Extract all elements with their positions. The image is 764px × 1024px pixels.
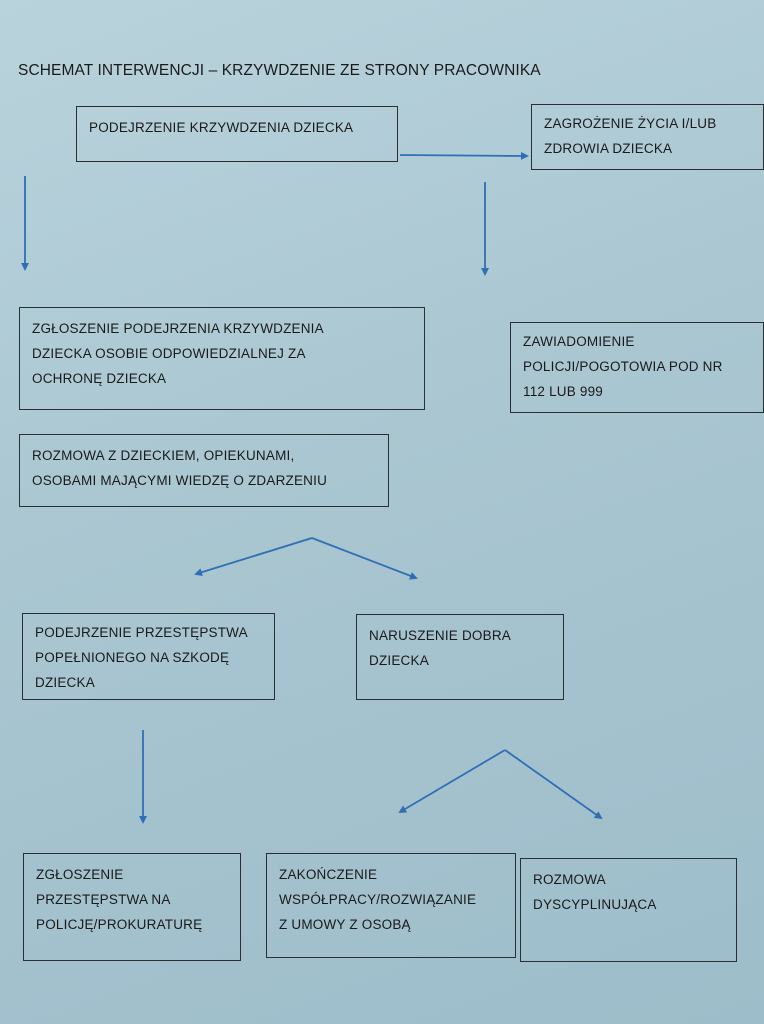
arrow-suspicion-to-threat [400, 155, 527, 156]
arrow-split-left [196, 538, 312, 574]
arrow-violation-right [505, 750, 601, 818]
node-report-police-label: ZGŁOSZENIE PRZESTĘPSTWA NA POLICJĘ/PROKURATURĘ [36, 867, 203, 932]
node-termination-label: ZAKOŃCZENIE WSPÓŁPRACY/ROZWIĄZANIE Z UMOWY Z OSOBĄ [279, 867, 477, 932]
node-crime-suspicion-label: PODEJRZENIE PRZESTĘPSTWA POPEŁNIONEGO NA SZKODĘ DZIECKA [35, 625, 248, 690]
diagram-title: SCHEMAT INTERWENCJI – KRZYWDZENIE ZE STRONY PRACOWNIKA [18, 62, 541, 79]
node-conversation-label: ROZMOWA Z DZIECKIEM, OPIEKUNAMI, OSOBAMI MAJĄCYMI WIEDZĘ O ZDARZENIU [32, 448, 328, 488]
arrow-violation-left [400, 750, 505, 812]
node-disciplinary-label: ROZMOWA DYSCYPLINUJĄCA [533, 872, 657, 912]
node-suspicion-label: PODEJRZENIE KRZYWDZENIA DZIECKA [89, 120, 354, 135]
node-welfare-violation-label: NARUSZENIE DOBRA DZIECKA [369, 628, 511, 668]
arrow-split-right [312, 538, 416, 578]
node-notify-police-label: ZAWIADOMIENIE POLICJI/POGOTOWIA POD NR 112 LUB 999 [523, 334, 723, 399]
node-threat-label: ZAGROŻENIE ŻYCIA I/LUB ZDROWIA DZIECKA [544, 116, 717, 156]
node-report-person-label: ZGŁOSZENIE PODEJRZENIA KRZYWDZENIA DZIECKA OSOBIE ODPOWIEDZIALNEJ ZA OCHRONĘ DZIECKA [32, 321, 324, 386]
